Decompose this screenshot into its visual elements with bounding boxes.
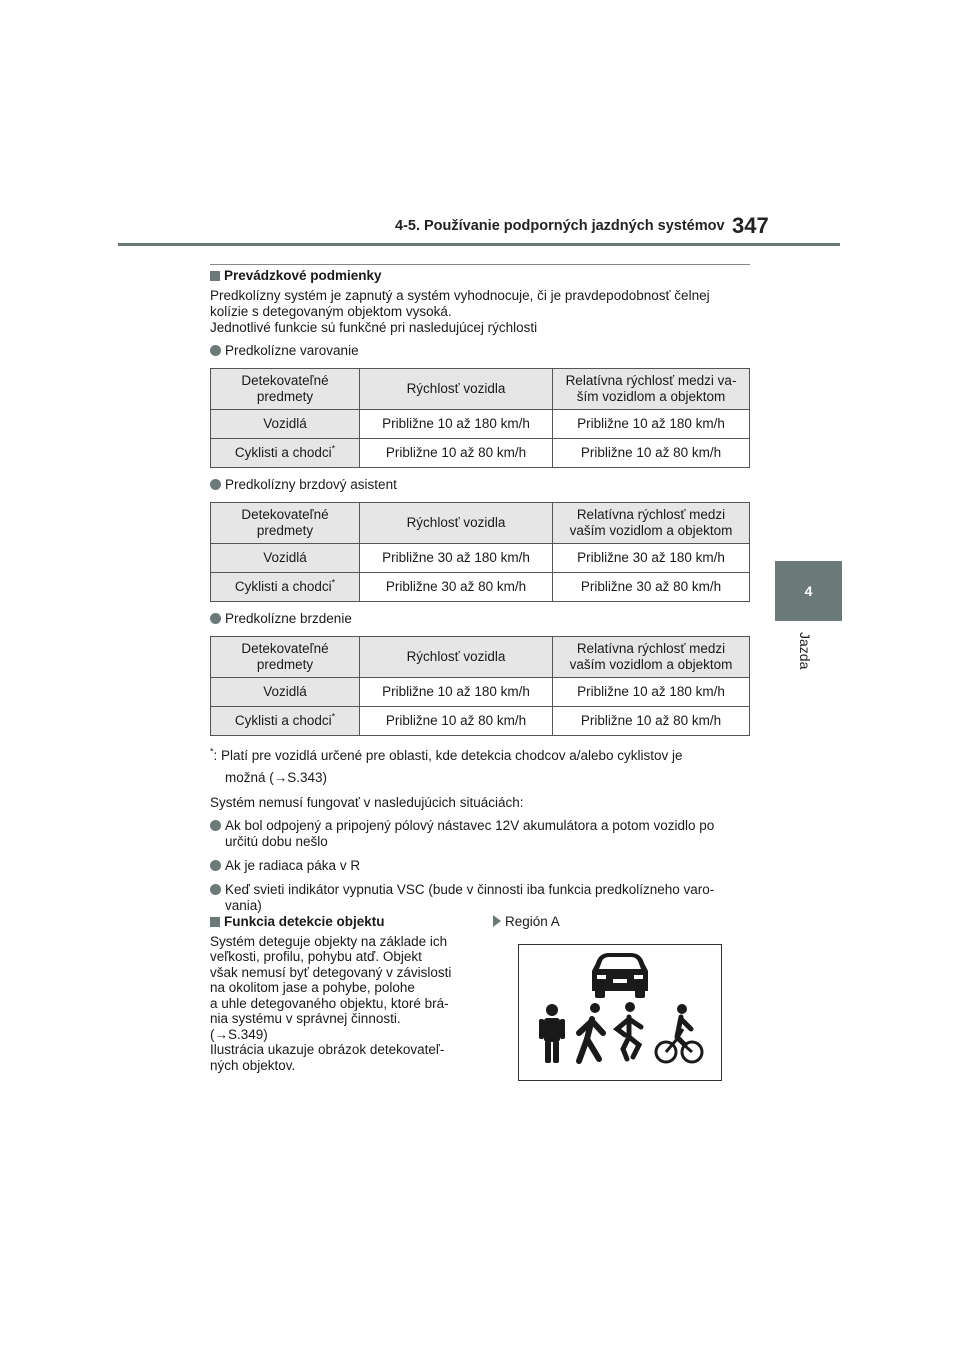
table-cell: Vozidlá xyxy=(211,410,360,439)
table-header: Rýchlosť vozidla xyxy=(360,637,553,678)
table-cell: Približne 10 až 80 km/h xyxy=(553,707,750,736)
table-title: Predkolízne brzdenie xyxy=(210,611,750,627)
table-cell: Vozidlá xyxy=(211,544,360,573)
table-title: Predkolízne varovanie xyxy=(210,343,750,359)
table-row xyxy=(211,410,750,439)
table-cell: Približne 30 až 80 km/h xyxy=(553,573,750,602)
triangle-bullet-icon xyxy=(493,915,501,927)
speed-table-braking xyxy=(210,636,750,736)
speed-table-warning xyxy=(210,368,750,468)
cyclist-icon xyxy=(656,1004,702,1062)
table-cell: Približne 30 až 180 km/h xyxy=(553,544,750,573)
list-item: Keď svieti indikátor vypnutia VSC (bude v činnosti iba funkcia predkolízneho varo-vania) xyxy=(210,882,750,914)
table-cell: Približne 30 až 80 km/h xyxy=(360,573,553,602)
table-cell: Vozidlá xyxy=(211,678,360,707)
table-cell: Približne 10 až 80 km/h xyxy=(360,439,553,468)
section-divider xyxy=(210,264,750,265)
table-cell: Cyklisti a chodci* xyxy=(211,573,360,602)
table-cell: Približne 10 až 180 km/h xyxy=(360,678,553,707)
list-item: Ak je radiaca páka v R xyxy=(210,858,750,874)
circle-bullet-icon xyxy=(210,345,221,356)
table-header: Detekovateľné predmety xyxy=(211,637,360,678)
table-row xyxy=(211,707,750,736)
chapter-tab: 4 xyxy=(775,561,842,621)
table-header: Rýchlosť vozidla xyxy=(360,369,553,410)
object-detection-heading: Funkcia detekcie objektu xyxy=(210,914,475,930)
circle-bullet-icon xyxy=(210,820,221,831)
table-cell: Približne 10 až 180 km/h xyxy=(553,678,750,707)
table-header: Rýchlosť vozidla xyxy=(360,503,553,544)
table-cell: Približne 10 až 80 km/h xyxy=(553,439,750,468)
square-bullet-icon xyxy=(210,271,220,281)
operating-conditions-heading: Prevádzkové podmienky xyxy=(210,268,750,284)
table-row xyxy=(211,678,750,707)
table-title: Predkolízny brzdový asistent xyxy=(210,477,750,493)
table-row xyxy=(211,544,750,573)
chapter-label: Jazda xyxy=(797,632,813,670)
circle-bullet-icon xyxy=(210,860,221,871)
circle-bullet-icon xyxy=(210,479,221,490)
section-header: 4-5. Používanie podporných jazdných systémov xyxy=(395,218,725,234)
object-detection-text: Funkcia detekcie objektu Systém deteguje objekty na základe ich veľkosti, profilu, pohybu atď. Objekt však nemusí byť detegovaný v závislosti na okolitom jase a pohybe, polohe a uhle detegovaného objektu, ktoré brá- nia systému v správnej činnosti. (→S.349) Ilustrácia ukazuje obrázok detekovateľ- ných objektov. xyxy=(210,914,475,1073)
circle-bullet-icon xyxy=(210,613,221,624)
region-label: Región A xyxy=(493,914,753,930)
child-pedestrian-icon xyxy=(617,1002,641,1059)
table-header: Relatívna rýchlosť medzi vaším vozidlom a objektom xyxy=(553,503,750,544)
page-number: 347 xyxy=(732,213,769,238)
table-header: Relatívna rýchlosť medzi va-ším vozidlom a objektom xyxy=(553,369,750,410)
table-cell: Približne 10 až 180 km/h xyxy=(360,410,553,439)
list-item: Ak bol odpojený a pripojený pólový nástavec 12V akumulátora a potom vozidlo po určitú dobu nešlo xyxy=(210,818,750,850)
table-row xyxy=(211,573,750,602)
table-cell: Približne 10 až 80 km/h xyxy=(360,707,553,736)
table-header: Relatívna rýchlosť medzi vaším vozidlom a objektom xyxy=(553,637,750,678)
not-working-intro: Systém nemusí fungovať v nasledujúcich situáciách: xyxy=(210,795,524,810)
walking-pedestrian-icon xyxy=(579,1003,603,1061)
speed-table-brake-assist xyxy=(210,502,750,602)
square-bullet-icon xyxy=(210,917,220,927)
table-row xyxy=(211,439,750,468)
header-rule xyxy=(118,243,840,246)
car-icon xyxy=(592,953,648,998)
footnote: *: Platí pre vozidlá určené pre oblasti, kde detekcia chodcov a/alebo cyklistov je možná (→S.343) xyxy=(210,746,683,785)
table-cell: Približne 30 až 180 km/h xyxy=(360,544,553,573)
table-header: Detekovateľné predmety xyxy=(211,369,360,410)
table-cell: Cyklisti a chodci* xyxy=(211,707,360,736)
standing-pedestrian-icon xyxy=(539,1004,565,1063)
detectable-objects-illustration xyxy=(518,944,722,1081)
detectable-objects-svg xyxy=(519,945,721,1080)
table-cell: Približne 10 až 180 km/h xyxy=(553,410,750,439)
operating-conditions-text: Predkolízny systém je zapnutý a systém vyhodnocuje, či je pravdepodobnosť čelnej kolízie s detegovaným objektom vysoká. Jednotlivé funkcie sú funkčné pri nasledujúcej rýchlosti xyxy=(210,288,710,335)
table-header: Detekovateľné predmety xyxy=(211,503,360,544)
table-cell: Cyklisti a chodci* xyxy=(211,439,360,468)
circle-bullet-icon xyxy=(210,884,221,895)
main-content xyxy=(210,268,750,922)
